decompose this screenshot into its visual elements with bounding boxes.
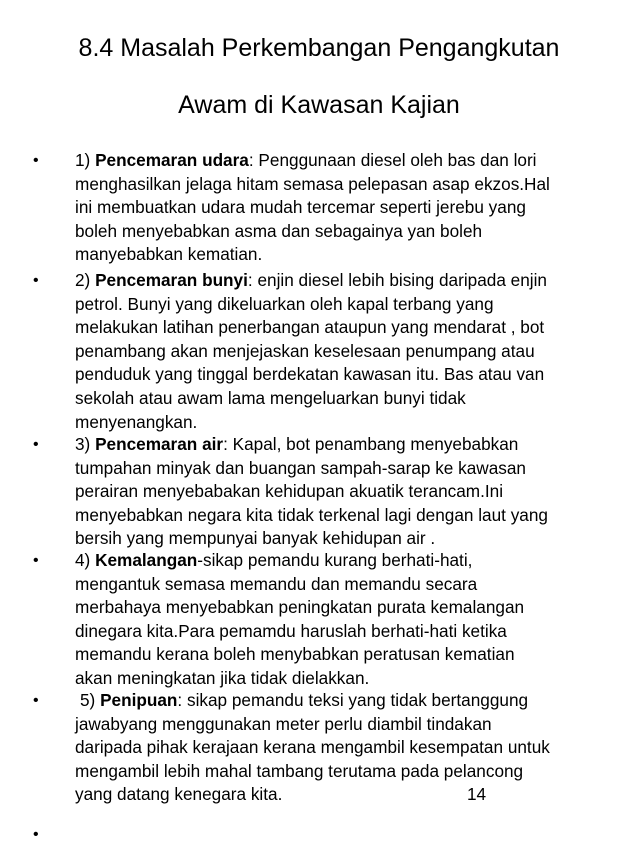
item-term: Kemalangan (95, 550, 198, 570)
list-item-line: boleh menyebabkan asma dan sebagainya yan boleh (75, 220, 483, 241)
list-item-text (75, 549, 605, 691)
list-item-line: melakukan latihan penerbangan ataupun yang mendarat , bot (75, 317, 545, 338)
item-number: 2) (75, 270, 96, 290)
bullet-icon: • (33, 436, 39, 453)
list-item-line: mengantuk semasa memandu dan memandu secara (75, 573, 478, 594)
item-text: : Kapal, bot penambang menyebabkan (223, 434, 519, 454)
list-item-line: petrol. Bunyi yang dikeluarkan oleh kapal terbang yang (75, 293, 494, 314)
list-item-line: tumpahan minyak dan buangan sampah-sarap ke kawasan (75, 457, 526, 478)
list-item-line (75, 269, 605, 293)
list-item-line: dinegara kita.Para pemamdu haruslah berhati-hati ketika (75, 620, 507, 641)
list-item-line: perairan menyebabakan kehidupan akuatik terancam.Ini (75, 481, 504, 502)
list-item-line: mengambil lebih mahal tambang terutama pada pelancong (75, 760, 524, 781)
list-item-line: menyenangkan. (75, 411, 198, 432)
item-number: 3) (75, 434, 96, 454)
item-term: Pencemaran bunyi (95, 270, 248, 290)
bullet-icon: • (33, 826, 39, 843)
list-item-line: penduduk yang tinggal berdekatan kawasan itu. Bas atau van (75, 364, 545, 385)
bullet-icon: • (33, 272, 39, 289)
item-text: : Penggunaan diesel oleh bas dan lori (248, 150, 537, 170)
item-number: 1) (75, 150, 96, 170)
item-term: Pencemaran udara (95, 150, 249, 170)
item-text: -sikap pemandu kurang berhati-hati, (197, 550, 473, 570)
bullet-icon: • (33, 552, 39, 569)
list-item-line: ini membuatkan udara mudah tercemar seperti jerebu yang (75, 197, 526, 218)
list-item-line: yang datang kenegara kita. (75, 784, 283, 805)
list-item-line: daripada pihak kerajaan kerana mengambil kesempatan untuk (75, 737, 550, 758)
list-item-line: merbahaya menyebabkan peningkatan purata kemalangan (75, 597, 525, 618)
list-item-line: manyebabkan kematian. (75, 244, 263, 265)
item-text: : sikap pemandu teksi yang tidak bertanggung (177, 690, 529, 710)
list-item-text (75, 433, 605, 551)
list-item-line (75, 149, 605, 173)
item-term: Pencemaran air (95, 434, 224, 454)
list-item-text (75, 149, 605, 267)
bullet-icon: • (33, 152, 39, 169)
page-number: 14 (467, 784, 487, 804)
list-item-text (75, 689, 605, 807)
list-item-line (75, 433, 605, 457)
list-item-line: menyebabkan negara kita tidak terkenal lagi dengan laut yang (75, 504, 548, 525)
list-item-line: jawabyang menggunakan meter perlu diambil tindakan (75, 713, 492, 734)
list-item-line: menghasilkan jelaga hitam semasa pelepasan asap ekzos.Hal (75, 173, 550, 194)
item-text: : enjin diesel lebih bising daripada enjin (247, 270, 547, 290)
list-item-line (75, 549, 605, 573)
list-item-line: memandu kerana boleh menybabkan peratusan kematian (75, 644, 515, 665)
list-item-line: penambang akan menjejaskan keselesaan penumpang atau (75, 340, 535, 361)
item-number: 5) (80, 690, 101, 710)
item-term: Penipuan (100, 690, 178, 710)
page-title-line-1: 8.4 Masalah Perkembangan Pengangkutan (78, 34, 560, 62)
bullet-icon: • (33, 692, 39, 709)
page-title-line-2: Awam di Kawasan Kajian (178, 91, 460, 119)
list-item-line: bersih yang mempunyai banyak kehidupan air . (75, 528, 436, 549)
item-number: 4) (75, 550, 96, 570)
list-item-line (75, 689, 605, 713)
list-item-line: sekolah atau awam lama mengeluarkan bunyi tidak (75, 387, 466, 408)
list-item-text (75, 269, 605, 434)
list-item-line: akan meningkatan jika tidak dielakkan. (75, 667, 370, 688)
